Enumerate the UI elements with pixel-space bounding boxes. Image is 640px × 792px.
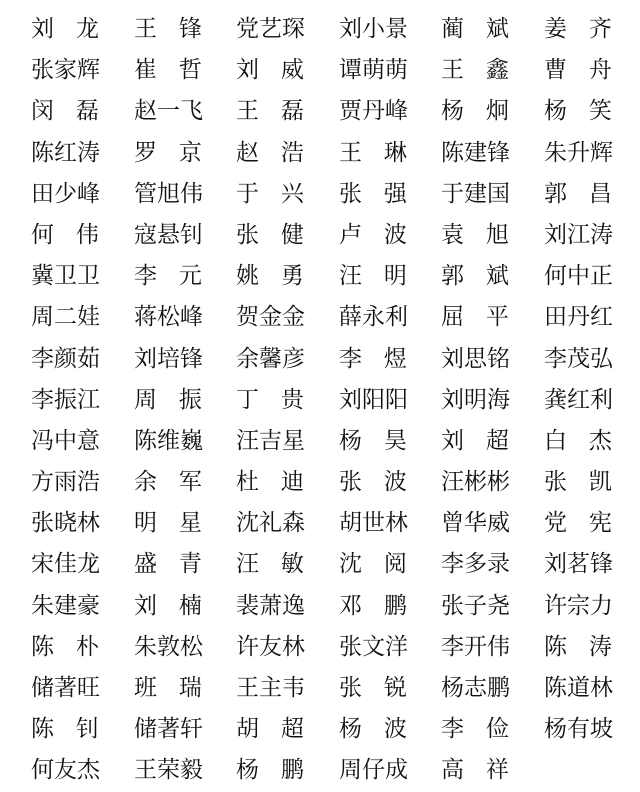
name-cell: 杨鹏 bbox=[236, 757, 326, 784]
name-cell: 刘阳阳 bbox=[339, 386, 408, 413]
name-row bbox=[0, 339, 640, 380]
name-row bbox=[0, 462, 640, 503]
name-row bbox=[0, 627, 640, 668]
name-cell: 张锐 bbox=[339, 675, 429, 701]
name-cell: 刘明海 bbox=[441, 386, 510, 413]
name-cell: 汪彬彬 bbox=[441, 469, 510, 496]
name-cell: 薛永利 bbox=[339, 304, 408, 331]
name-cell: 杨志鹏 bbox=[441, 675, 510, 701]
name-cell: 裴萧逸 bbox=[236, 592, 305, 619]
name-cell: 杨笑 bbox=[544, 98, 634, 125]
name-cell: 邓鹏 bbox=[339, 592, 429, 619]
name-cell: 刘威 bbox=[236, 57, 326, 84]
name-cell: 明星 bbox=[134, 510, 224, 537]
name-cell: 寇悬钊 bbox=[134, 221, 203, 248]
name-cell: 陈涛 bbox=[544, 633, 634, 660]
name-cell: 刘楠 bbox=[134, 592, 224, 619]
name-cell: 高祥 bbox=[441, 757, 531, 784]
name-row bbox=[0, 503, 640, 544]
name-cell: 余馨彦 bbox=[236, 345, 305, 372]
name-row bbox=[0, 215, 640, 256]
name-cell: 李开伟 bbox=[441, 633, 510, 660]
name-cell: 党宪 bbox=[544, 510, 634, 537]
name-cell: 田丹红 bbox=[544, 304, 613, 331]
name-list-grid bbox=[0, 9, 640, 792]
name-row bbox=[0, 174, 640, 215]
name-cell: 于兴 bbox=[236, 180, 326, 207]
name-cell: 宋佳龙 bbox=[31, 551, 100, 578]
name-cell: 杨有坡 bbox=[544, 716, 613, 743]
name-cell: 郭昌 bbox=[544, 180, 634, 207]
name-cell: 陈朴 bbox=[31, 633, 121, 660]
name-cell: 李茂弘 bbox=[544, 345, 613, 372]
name-cell: 周振 bbox=[134, 386, 224, 413]
name-cell: 李煜 bbox=[339, 345, 429, 372]
name-cell: 杨波 bbox=[339, 716, 429, 743]
name-cell: 储著轩 bbox=[134, 716, 203, 743]
name-cell: 王琳 bbox=[339, 139, 429, 166]
name-cell: 张波 bbox=[339, 469, 429, 496]
name-cell: 贾丹峰 bbox=[339, 98, 408, 125]
name-cell: 刘小景 bbox=[339, 16, 408, 42]
name-cell: 龚红利 bbox=[544, 386, 613, 413]
name-cell: 李俭 bbox=[441, 716, 531, 743]
name-row bbox=[0, 421, 640, 462]
name-cell: 谭萌萌 bbox=[339, 57, 408, 84]
name-cell: 储著旺 bbox=[31, 675, 100, 701]
name-cell: 郭斌 bbox=[441, 263, 531, 290]
name-cell: 闵磊 bbox=[31, 98, 121, 125]
name-cell: 胡超 bbox=[236, 716, 326, 743]
name-cell: 周仔成 bbox=[339, 757, 408, 784]
name-row bbox=[0, 50, 640, 91]
name-cell: 白杰 bbox=[544, 427, 634, 454]
name-cell: 陈建锋 bbox=[441, 139, 510, 166]
name-row bbox=[0, 668, 640, 709]
name-cell: 许友林 bbox=[236, 633, 305, 660]
name-cell: 蔺斌 bbox=[441, 16, 531, 42]
name-cell: 沈阅 bbox=[339, 551, 429, 578]
name-cell: 杨炯 bbox=[441, 98, 531, 125]
name-cell: 沈礼森 bbox=[236, 510, 305, 537]
name-cell: 罗京 bbox=[134, 139, 224, 166]
name-cell: 丁贵 bbox=[236, 386, 326, 413]
name-cell: 张晓林 bbox=[31, 510, 100, 537]
name-cell: 王鑫 bbox=[441, 57, 531, 84]
name-cell: 何中正 bbox=[544, 263, 613, 290]
name-cell: 方雨浩 bbox=[31, 469, 100, 496]
name-row bbox=[0, 544, 640, 585]
name-cell: 陈红涛 bbox=[31, 139, 100, 166]
name-cell: 张子尧 bbox=[441, 592, 510, 619]
name-cell: 杨昊 bbox=[339, 427, 429, 454]
name-cell: 陈钊 bbox=[31, 716, 121, 743]
name-cell: 李元 bbox=[134, 263, 224, 290]
name-cell: 朱升辉 bbox=[544, 139, 613, 166]
name-cell: 班瑞 bbox=[134, 675, 224, 701]
name-cell: 刘培锋 bbox=[134, 345, 203, 372]
name-row bbox=[0, 586, 640, 627]
name-cell: 冀卫卫 bbox=[31, 263, 100, 290]
name-cell: 王磊 bbox=[236, 98, 326, 125]
name-row bbox=[0, 380, 640, 421]
name-cell: 屈平 bbox=[441, 304, 531, 331]
name-row bbox=[0, 709, 640, 750]
name-cell: 曾华威 bbox=[441, 510, 510, 537]
name-cell: 汪明 bbox=[339, 263, 429, 290]
name-cell: 何伟 bbox=[31, 221, 121, 248]
name-cell: 王主韦 bbox=[236, 675, 305, 701]
name-cell: 汪吉星 bbox=[236, 427, 305, 454]
name-cell: 陈道林 bbox=[544, 675, 613, 701]
name-cell: 何友杰 bbox=[31, 757, 100, 784]
name-cell: 余军 bbox=[134, 469, 224, 496]
name-cell: 王锋 bbox=[134, 16, 224, 42]
name-cell: 蒋松峰 bbox=[134, 304, 203, 331]
name-cell: 李多录 bbox=[441, 551, 510, 578]
name-cell: 姚勇 bbox=[236, 263, 326, 290]
name-cell: 许宗力 bbox=[544, 592, 613, 619]
name-cell: 袁旭 bbox=[441, 221, 531, 248]
name-cell: 于建国 bbox=[441, 180, 510, 207]
name-row bbox=[0, 297, 640, 338]
name-cell: 张健 bbox=[236, 221, 326, 248]
name-cell: 冯中意 bbox=[31, 427, 100, 454]
name-cell: 赵浩 bbox=[236, 139, 326, 166]
name-cell: 杜迪 bbox=[236, 469, 326, 496]
name-cell: 周二娃 bbox=[31, 304, 100, 331]
name-cell: 陈维巍 bbox=[134, 427, 203, 454]
name-cell: 张家辉 bbox=[31, 57, 100, 84]
name-cell: 田少峰 bbox=[31, 180, 100, 207]
name-cell: 汪敏 bbox=[236, 551, 326, 578]
name-cell: 朱建豪 bbox=[31, 592, 100, 619]
name-row bbox=[0, 256, 640, 297]
name-cell: 盛青 bbox=[134, 551, 224, 578]
name-cell: 党艺琛 bbox=[236, 16, 305, 42]
name-cell: 胡世林 bbox=[339, 510, 408, 537]
name-cell: 管旭伟 bbox=[134, 180, 203, 207]
name-row bbox=[0, 91, 640, 132]
name-row bbox=[0, 133, 640, 174]
name-cell: 刘超 bbox=[441, 427, 531, 454]
name-cell: 刘茗锋 bbox=[544, 551, 613, 578]
name-cell: 贺金金 bbox=[236, 304, 305, 331]
name-cell: 卢波 bbox=[339, 221, 429, 248]
name-cell: 刘龙 bbox=[31, 16, 121, 42]
name-cell: 张文洋 bbox=[339, 633, 408, 660]
name-cell: 李振江 bbox=[31, 386, 100, 413]
name-cell: 朱敦松 bbox=[134, 633, 203, 660]
name-cell: 姜齐 bbox=[544, 16, 634, 42]
name-row bbox=[0, 750, 640, 791]
name-cell: 王荣毅 bbox=[134, 757, 203, 784]
name-cell: 李颜茹 bbox=[31, 345, 100, 372]
name-cell: 曹舟 bbox=[544, 57, 634, 84]
name-cell: 张强 bbox=[339, 180, 429, 207]
name-cell: 赵一飞 bbox=[134, 98, 203, 125]
name-cell: 刘思铭 bbox=[441, 345, 510, 372]
name-cell: 张凯 bbox=[544, 469, 634, 496]
name-cell: 刘江涛 bbox=[544, 221, 613, 248]
name-cell: 崔哲 bbox=[134, 57, 224, 84]
name-row bbox=[0, 9, 640, 50]
